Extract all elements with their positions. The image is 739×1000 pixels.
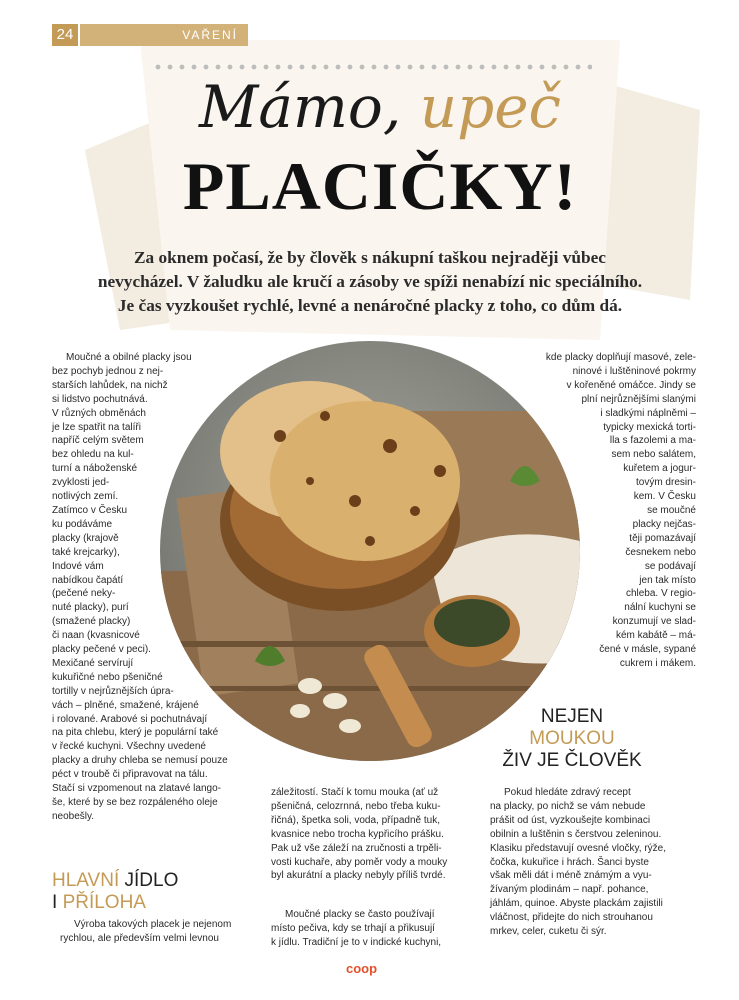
text-line: byl akurátní a placky nebyly příliš tvrdé.	[271, 870, 446, 882]
text-line: ku podáváme	[52, 518, 113, 530]
text-line: v řecké kuchyni. Všechny uvedené	[52, 741, 206, 753]
text-line: i rolované. Arabové si pochutnávají	[52, 713, 208, 725]
text-line: jen tak místo	[639, 574, 696, 586]
text-line: řičná), špetka soli, voda, případně tuk,	[271, 814, 440, 826]
text-line: pšeničná, celozrnná, nebo třeba kuku-	[271, 800, 441, 812]
text-line: nální kuchyni se	[624, 602, 696, 614]
text-column-3b	[490, 786, 690, 939]
text-line: sem nebo salátem,	[611, 449, 696, 461]
text-line: Mexičané servírují	[52, 657, 134, 669]
text-line: Moučné a obilné placky jsou	[66, 352, 192, 363]
text-line: turní a náboženské	[52, 463, 138, 475]
text-line: i sladkými náplněmi –	[600, 407, 696, 419]
text-line: žívaným plodinám – např. pohance,	[490, 884, 649, 896]
text-line: Klasiku představují ovesné vločky, rýže,	[490, 842, 667, 854]
text-line: nabídkou čapátí	[52, 574, 124, 586]
lead-line: nevycházel. V žaludku ale kručí a zásoby ve spíži nenabízí nic speciálního.	[97, 272, 643, 291]
text-line: čené v másle, sypané	[599, 644, 696, 656]
text-line: notlivých zemí.	[52, 491, 119, 503]
subheading-word: ŽIV JE ČLOVĚK	[502, 750, 642, 771]
text-line: čočka, kukuřice i hrách. Šanci byste	[490, 856, 649, 868]
text-line: Moučné placky se často používají	[285, 909, 435, 920]
text-line: si lidstvo pochutnává.	[52, 393, 148, 405]
text-line: konzumují ve slad-	[612, 616, 696, 628]
text-line: zvyklosti jed-	[52, 477, 110, 489]
text-column-1b	[60, 918, 260, 946]
text-line: obilnin a luštěnin s čerstvou zeleninou.	[490, 828, 662, 840]
text-line: vosti kuchaře, aby poměr vody a mouky	[271, 856, 448, 868]
title-line-2: PLACIČKY!	[182, 148, 578, 224]
text-column-3	[496, 351, 696, 671]
text-line: kvasnice nebo trocha kypřicího prášku.	[271, 828, 444, 840]
text-line: mrkev, celer, cuketu či sýr.	[490, 926, 607, 938]
text-line: plní nejrůznějšími slanými	[581, 393, 696, 405]
page-number: 24	[52, 24, 78, 46]
text-line: kem. V Česku	[633, 491, 696, 503]
text-line: V různých obměnách	[52, 407, 146, 419]
title-part-a: Mámo,	[198, 73, 420, 141]
text-line: še, které by se bez rozpáleného oleje	[52, 797, 218, 808]
text-line: (smažené placky)	[52, 616, 131, 628]
lead-line: Je čas vyzkoušet rychlé, levné a nenáročné placky z toho, co dům dá.	[117, 296, 623, 315]
subheading-word: MOUKOU	[529, 728, 615, 749]
text-column-2	[271, 786, 481, 883]
text-line: Stačí si vzpomenout na zlatavé lango-	[52, 783, 221, 795]
text-line: placky nejčas-	[632, 518, 696, 530]
text-line: Indové vám	[52, 560, 104, 572]
text-line: placky (krajově	[52, 532, 119, 544]
coop-logo: coop	[346, 961, 378, 976]
text-line: Pak už vše záleží na zručnosti a trpěli-	[271, 842, 442, 854]
text-line: kuřetem a jogur-	[623, 463, 696, 475]
text-line: záležitostí. Stačí k tomu mouka (ať už	[271, 787, 439, 798]
text-line: k jídlu. Tradiční je to v indické kuchyni,	[271, 936, 442, 948]
subheading-word: I	[52, 892, 58, 913]
text-line: místo pečiva, kdy se trhají a přikusují	[271, 922, 435, 934]
title-part-b: upeč	[419, 73, 562, 141]
lead-paragraph	[78, 246, 662, 318]
text-line: neobešly.	[52, 810, 95, 822]
text-line: ninové i luštěninové pokrmy	[572, 365, 696, 377]
text-line: se moučné	[647, 504, 696, 516]
text-line: bez ohledu na kul-	[52, 449, 134, 461]
subheading-word: HLAVNÍ	[52, 870, 120, 891]
text-line: na pita chlebu, který je populární také	[52, 727, 219, 739]
text-line: také krejcarky),	[52, 546, 120, 558]
lead-line: Za oknem počasí, že by člověk s nákupní taškou nejraději vůbec	[134, 248, 606, 267]
subheading-word: NEJEN	[540, 706, 604, 727]
text-line: chleba. V regio-	[625, 588, 696, 600]
text-line: placky a druhy chleba se nemusí pouze	[52, 755, 228, 767]
subheading-word: PŘÍLOHA	[62, 892, 146, 913]
text-line: vách – plněné, smažené, krájené	[52, 699, 199, 711]
text-line: však měli dát i méně známým a vyu-	[490, 870, 652, 882]
text-column-2b	[271, 908, 481, 950]
subheading-nejen-moukou	[492, 706, 652, 772]
text-line: rychlou, ale především velmi levnou	[60, 932, 219, 944]
text-line: (pečené neky-	[52, 588, 116, 600]
text-line: v kořeněné omáčce. Jindy se	[566, 379, 696, 391]
text-line: Zatímco v Česku	[52, 504, 128, 516]
text-line: česnekem nebo	[625, 546, 696, 558]
text-line: prášit od úst, vyzkoušejte kombinaci	[490, 814, 651, 826]
text-line: bez pochyb jednou z nej-	[52, 365, 164, 377]
text-line: tortilly v nejrůznějších úpra-	[52, 685, 174, 697]
text-line: napříč celým světem	[52, 435, 144, 447]
text-line: typicky mexická torti-	[603, 421, 696, 433]
text-line: placky pečené v peci).	[52, 644, 151, 656]
text-line: se podávají	[644, 560, 696, 572]
dotted-divider	[152, 63, 592, 71]
subheading-hlavni-jidlo	[52, 870, 178, 914]
text-line: kukuřičné nebo pšeničné	[52, 671, 163, 683]
text-line: Pokud hledáte zdravý recept	[504, 787, 631, 798]
text-line: lla s fazolemi a ma-	[609, 435, 696, 447]
text-line: tovým dresin-	[635, 477, 696, 489]
text-line: těji pomazávají	[629, 532, 696, 544]
text-line: vláčnost, přidejte do nich strouhanou	[490, 912, 653, 924]
section-label: VAŘENÍ	[182, 28, 238, 42]
subheading-word: JÍDLO	[124, 870, 179, 891]
text-line: kde placky doplňují masové, zele-	[545, 352, 696, 363]
text-line: jáhlám, quinoe. Abyste plackám zajistili	[490, 898, 663, 910]
text-line: starších lahůdek, na nichž	[52, 379, 168, 391]
text-line: nuté placky), purí	[52, 602, 129, 614]
text-line: Výroba takových placek je nejenom	[74, 919, 232, 930]
title-line-1	[140, 72, 620, 142]
text-line: je lze spatřit na talíři	[52, 421, 141, 433]
text-line: či naan (kvasnicové	[52, 630, 140, 642]
text-column-1	[52, 351, 280, 824]
text-line: kém kabátě – má-	[615, 630, 696, 642]
text-line: na placky, po nichž se vám nebude	[490, 800, 646, 812]
text-line: cukrem i mákem.	[619, 657, 696, 669]
text-line: péct v troubě či připravovat na tálu.	[52, 769, 208, 781]
section-bar	[80, 24, 248, 46]
